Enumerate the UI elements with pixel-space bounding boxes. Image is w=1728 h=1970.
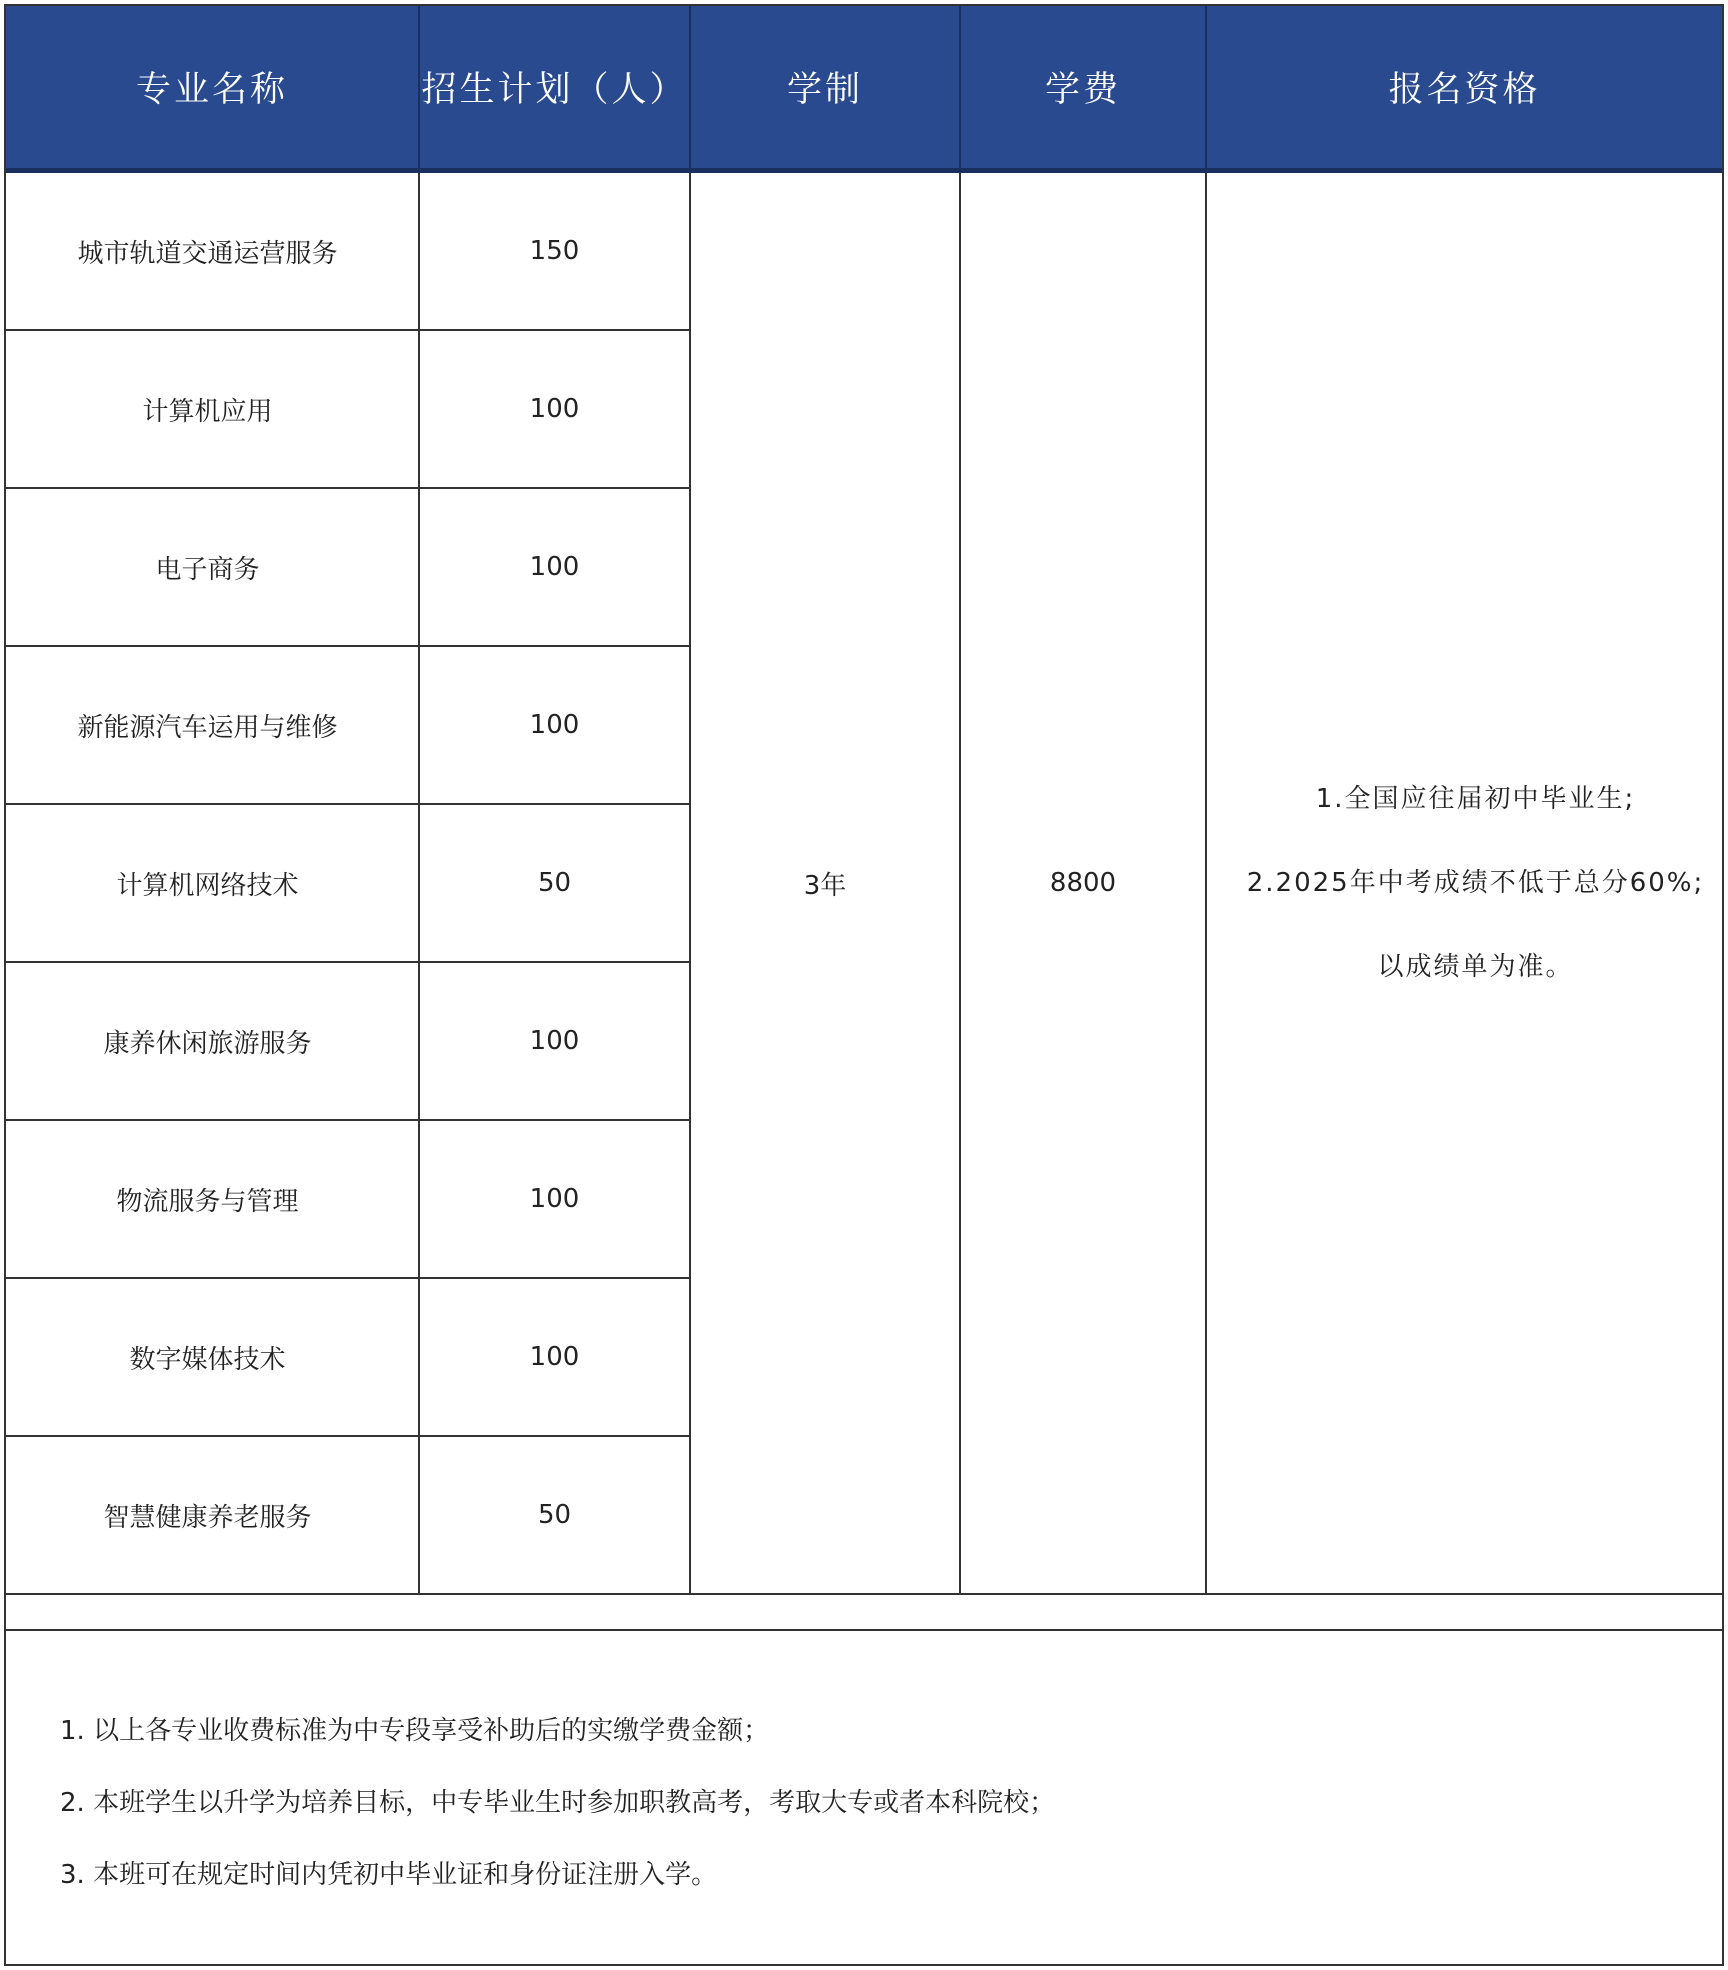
major-name: 计算机应用 [6,330,419,488]
major-name: 新能源汽车运用与维修 [6,646,419,804]
enrollment-table [6,6,1722,1595]
enrollment-plan: 100 [419,646,690,804]
enrollment-plan: 50 [419,1436,690,1594]
study-years: 3年 [690,171,960,1595]
major-name: 城市轨道交通运营服务 [6,171,419,331]
enrollment-plan: 100 [419,1120,690,1278]
enrollment-plan: 100 [419,962,690,1120]
header-major: 专业名称 [6,6,419,171]
header-plan: 招生计划（人） [419,6,690,171]
note-item: 2. 本班学生以升学为培养目标，中专毕业生时参加职教高考，考取大专或者本科院校； [60,1788,1056,1818]
major-name: 康养休闲旅游服务 [6,962,419,1120]
qualification-line: 1.全国应往届初中毕业生; [1315,784,1636,814]
major-name: 智慧健康养老服务 [6,1436,419,1594]
major-name: 电子商务 [6,488,419,646]
note-item: 1. 以上各专业收费标准为中专段享受补助后的实缴学费金额； [60,1716,770,1746]
note-item: 3. 本班可在规定时间内凭初中毕业证和身份证注册入学。 [60,1860,718,1890]
enrollment-plan: 100 [419,488,690,646]
enrollment-sheet [4,4,1724,1966]
major-name: 数字媒体技术 [6,1278,419,1436]
enrollment-plan: 100 [419,1278,690,1436]
tuition-fee: 8800 [960,171,1206,1595]
major-name: 计算机网络技术 [6,804,419,962]
major-name: 物流服务与管理 [6,1120,419,1278]
header-fee: 学费 [960,6,1206,171]
header-years: 学制 [690,6,960,171]
qualification-line: 以成绩单为准。 [1377,952,1574,982]
table-header-row [6,6,1722,171]
enrollment-plan: 100 [419,330,690,488]
table-row [6,171,1722,331]
qualification-cell [1206,171,1722,1595]
header-qualification: 报名资格 [1206,6,1722,171]
qualification-line: 2.2025年中考成绩不低于总分60%; [1246,868,1705,898]
notes-section [6,1629,1722,1964]
enrollment-plan: 150 [419,171,690,331]
enrollment-plan: 50 [419,804,690,962]
